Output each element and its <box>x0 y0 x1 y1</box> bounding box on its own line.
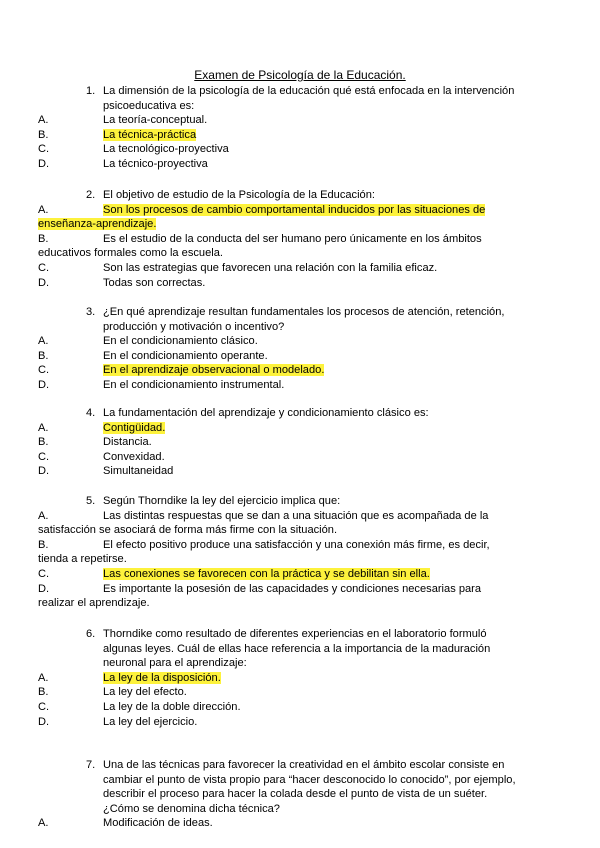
question-number: 5. <box>86 495 96 507</box>
option-c: C. La ley de la doble dirección. <box>38 700 241 713</box>
option-d: D. Todas son correctas. <box>38 276 206 289</box>
question-text: Thorndike como resultado de diferentes experiencias en el laboratorio formuló algunas leyes. Cuál de ellas hace referencia a la importancia de la maduración neuronal para el aprendizaje: <box>103 628 491 670</box>
option-d: D. Es importante la posesión de las capacidades y condiciones necesarias para realizar el aprendizaje. <box>38 582 482 610</box>
option-c: C. La tecnológico-proyectiva <box>38 143 229 156</box>
question-stem <box>0 188 600 203</box>
question-text: La fundamentación del aprendizaje y condicionamiento clásico es: <box>103 407 429 419</box>
option-a: A. La teoría-conceptual. <box>38 114 208 127</box>
highlighted-answer: La ley de la disposición. <box>103 671 221 684</box>
option-a: A. Modificación de ideas. <box>38 817 213 830</box>
question-text: Una de las técnicas para favorecer la creatividad en el ámbito escolar consiste en cambiar el punto de vista propio para “hacer desconocido lo conocido”, por ejemplo, describir el proceso para hacer la colada desde el punto de vista de un suéter. ¿Cómo se denomina dicha técnica? <box>103 759 516 815</box>
question-text: La dimensión de la psicología de la educación qué está enfocada en la intervención psicoeducativa es: <box>103 85 515 112</box>
option-d: D. En el condicionamiento instrumental. <box>38 378 285 391</box>
highlighted-answer: Contigüidad. <box>103 421 166 434</box>
highlighted-answer: La técnica-práctica <box>103 128 197 141</box>
option-a: A. En el condicionamiento clásico. <box>38 335 258 348</box>
option-a: A. Las distintas respuestas que se dan a una situación que es acompañada de la satisfacción se asociará de forma más firme con la situación. <box>38 509 489 537</box>
question-stem <box>0 305 600 334</box>
option-b: B. El efecto positivo produce una satisfacción y una conexión más firme, es decir, tienda a repetirse. <box>38 538 490 566</box>
option-d: D. Simultaneidad <box>38 465 174 478</box>
question-text: ¿En qué aprendizaje resultan fundamentales los procesos de atención, retención, producción y motivación o incentivo? <box>103 306 505 333</box>
question-text: El objetivo de estudio de la Psicología de la Educación: <box>103 189 375 201</box>
exam-title: Examen de Psicología de la Educación. <box>194 68 406 82</box>
question-stem <box>0 406 600 421</box>
option-d: D. La ley del ejercicio. <box>38 715 198 728</box>
question-4 <box>0 406 600 479</box>
question-number: 7. <box>86 759 96 771</box>
question-number: 2. <box>86 189 96 201</box>
question-stem <box>0 494 600 509</box>
option-b: B. En el condicionamiento operante. <box>38 349 268 362</box>
highlighted-answer: En el aprendizaje observacional o modelado. <box>103 364 325 377</box>
option-b: B. Distancia. <box>38 436 152 449</box>
question-7 <box>0 758 600 831</box>
option-a: A. La ley de la disposición. <box>38 671 221 684</box>
option-b: B. La técnica-práctica <box>38 128 197 141</box>
highlighted-answer: Son los procesos de cambio comportamental inducidos por las situaciones de enseñanza-aprendizaje. <box>38 203 486 231</box>
question-number: 4. <box>86 407 96 419</box>
question-2 <box>0 188 600 290</box>
question-3 <box>0 305 600 393</box>
question-stem <box>0 627 600 671</box>
question-text: Según Thorndike la ley del ejercicio implica que: <box>103 495 341 507</box>
option-b: B. La ley del efecto. <box>38 686 187 699</box>
question-6 <box>0 627 600 729</box>
option-c: C. En el aprendizaje observacional o modelado. <box>38 364 325 377</box>
option-a: A. Son los procesos de cambio comportamental inducidos por las situaciones de enseñanza-aprendizaje. <box>38 203 486 231</box>
option-a: A. Contigüidad. <box>38 421 166 434</box>
question-stem <box>0 758 600 816</box>
highlighted-answer: Las conexiones se favorecen con la práctica y se debilitan sin ella. <box>103 567 430 580</box>
question-5 <box>0 494 600 611</box>
option-b: B. Es el estudio de la conducta del ser humano pero únicamente en los ámbitos educativos formales como la escuela. <box>38 232 482 260</box>
option-d: D. La técnico-proyectiva <box>38 157 208 170</box>
option-c: C. Son las estrategias que favorecen una relación con la familia eficaz. <box>38 261 438 274</box>
question-stem <box>0 84 600 113</box>
question-1 <box>0 84 600 172</box>
option-c: C. Convexidad. <box>38 450 165 463</box>
question-number: 6. <box>86 628 96 640</box>
option-c: C. Las conexiones se favorecen con la práctica y se debilitan sin ella. <box>38 567 430 580</box>
question-number: 1. <box>86 85 96 97</box>
question-number: 3. <box>86 306 96 318</box>
